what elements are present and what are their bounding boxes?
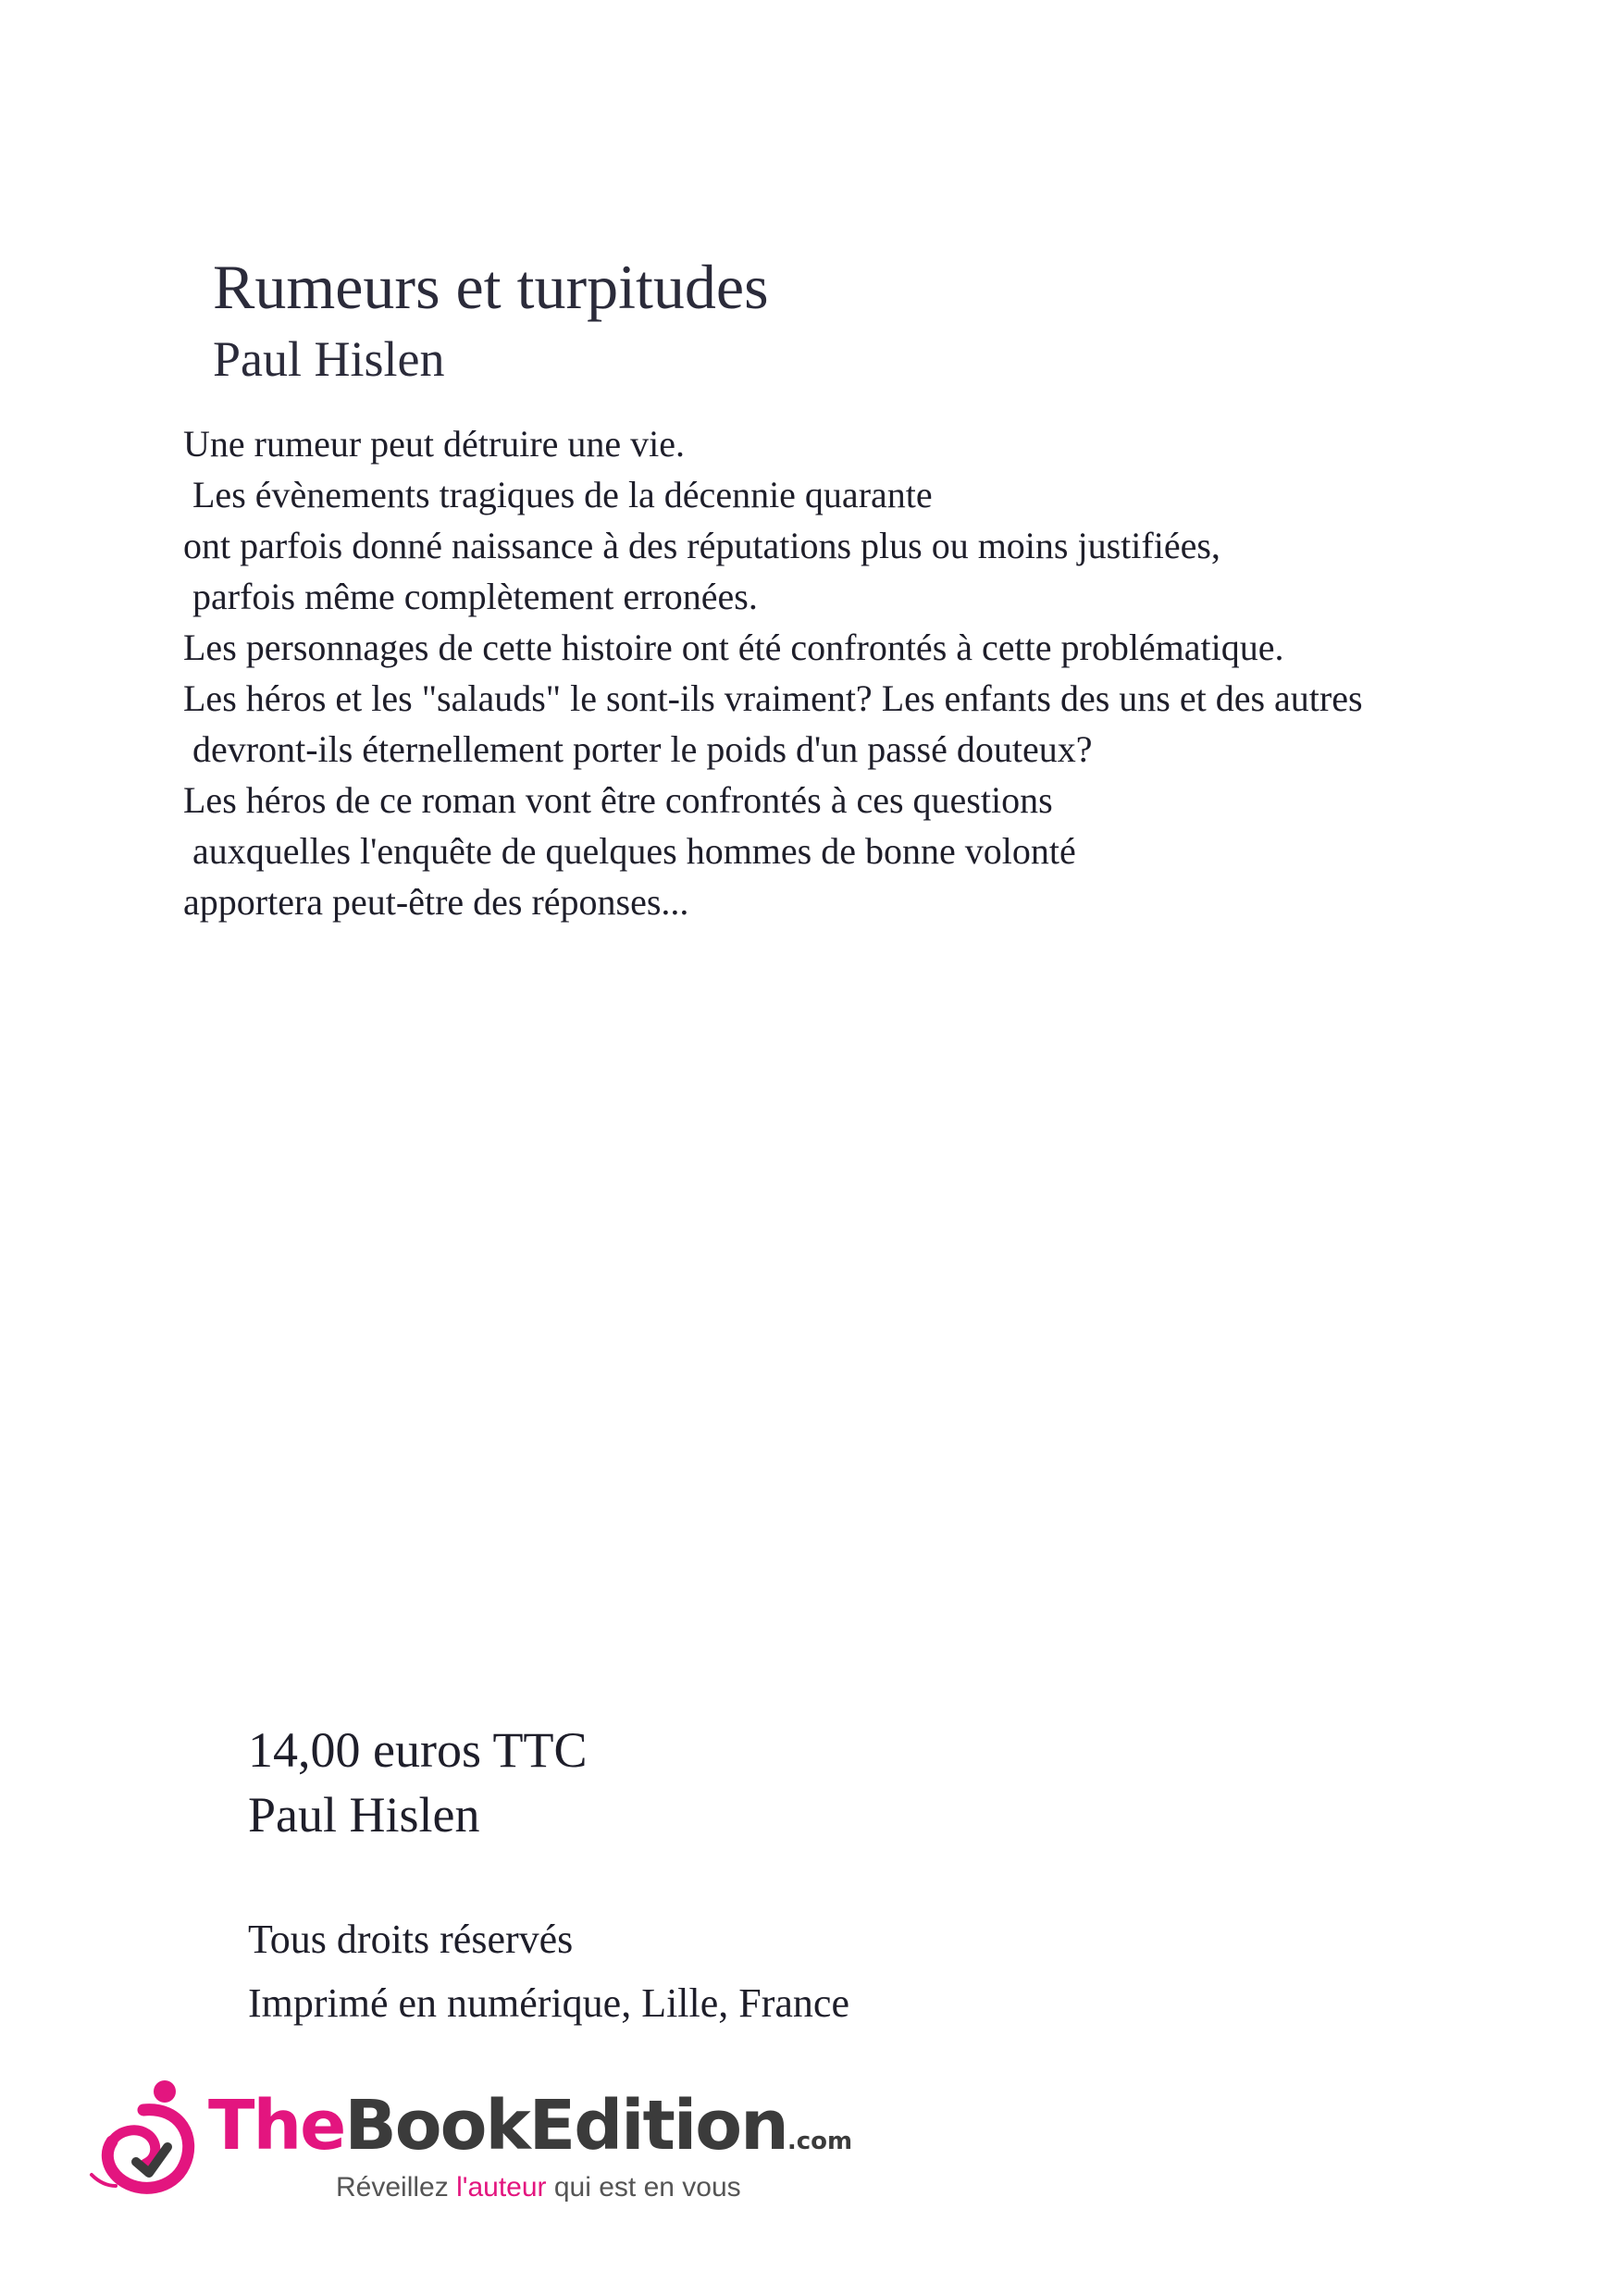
rights-notice: Tous droits réservés (248, 1917, 574, 1962)
blurb-line: Les héros et les "salauds" le sont-ils vraiment? Les enfants des uns et des autres (183, 677, 1363, 719)
price: 14,00 euros TTC (248, 1722, 588, 1778)
tagline-end: qui est en vous (546, 2172, 741, 2203)
book-author: Paul Hislen (213, 331, 445, 387)
thebookedition-logo (88, 2073, 853, 2221)
blurb-line: Les évènements tragiques de la décennie quarante (183, 474, 933, 515)
logo-the: The (208, 2086, 345, 2166)
logo-book: Book (344, 2086, 529, 2166)
tagline-highlight: l'auteur (456, 2172, 547, 2203)
person-swirl-icon (88, 2073, 208, 2203)
tagline-start: Réveillez (336, 2172, 457, 2203)
colophon-author: Paul Hislen (248, 1787, 480, 1843)
blurb-line: parfois même complètement erronées. (183, 576, 758, 617)
printing-notice: Imprimé en numérique, Lille, France (248, 1980, 849, 2026)
logo-com: .com (787, 2128, 853, 2155)
blurb (183, 418, 1363, 927)
blurb-line: devront-ils éternellement porter le poids d'un passé douteux? (183, 728, 1093, 770)
blurb-line: ont parfois donné naissance à des réputations plus ou moins justifiées, (183, 525, 1220, 566)
blurb-line: Une rumeur peut détruire une vie. (183, 423, 686, 465)
blurb-line: Les héros de ce roman vont être confrontés à ces questions (183, 779, 1053, 821)
blurb-line: auxquelles l'enquête de quelques hommes de bonne volonté (183, 830, 1076, 872)
blurb-line: apportera peut-être des réponses... (183, 881, 689, 923)
book-title: Rumeurs et turpitudes (213, 252, 769, 322)
blurb-line: Les personnages de cette histoire ont été confrontés à cette problématique. (183, 627, 1284, 668)
logo-tagline (336, 2171, 741, 2204)
logo-wordmark (208, 2084, 852, 2183)
logo-edition: Edition (528, 2086, 787, 2166)
